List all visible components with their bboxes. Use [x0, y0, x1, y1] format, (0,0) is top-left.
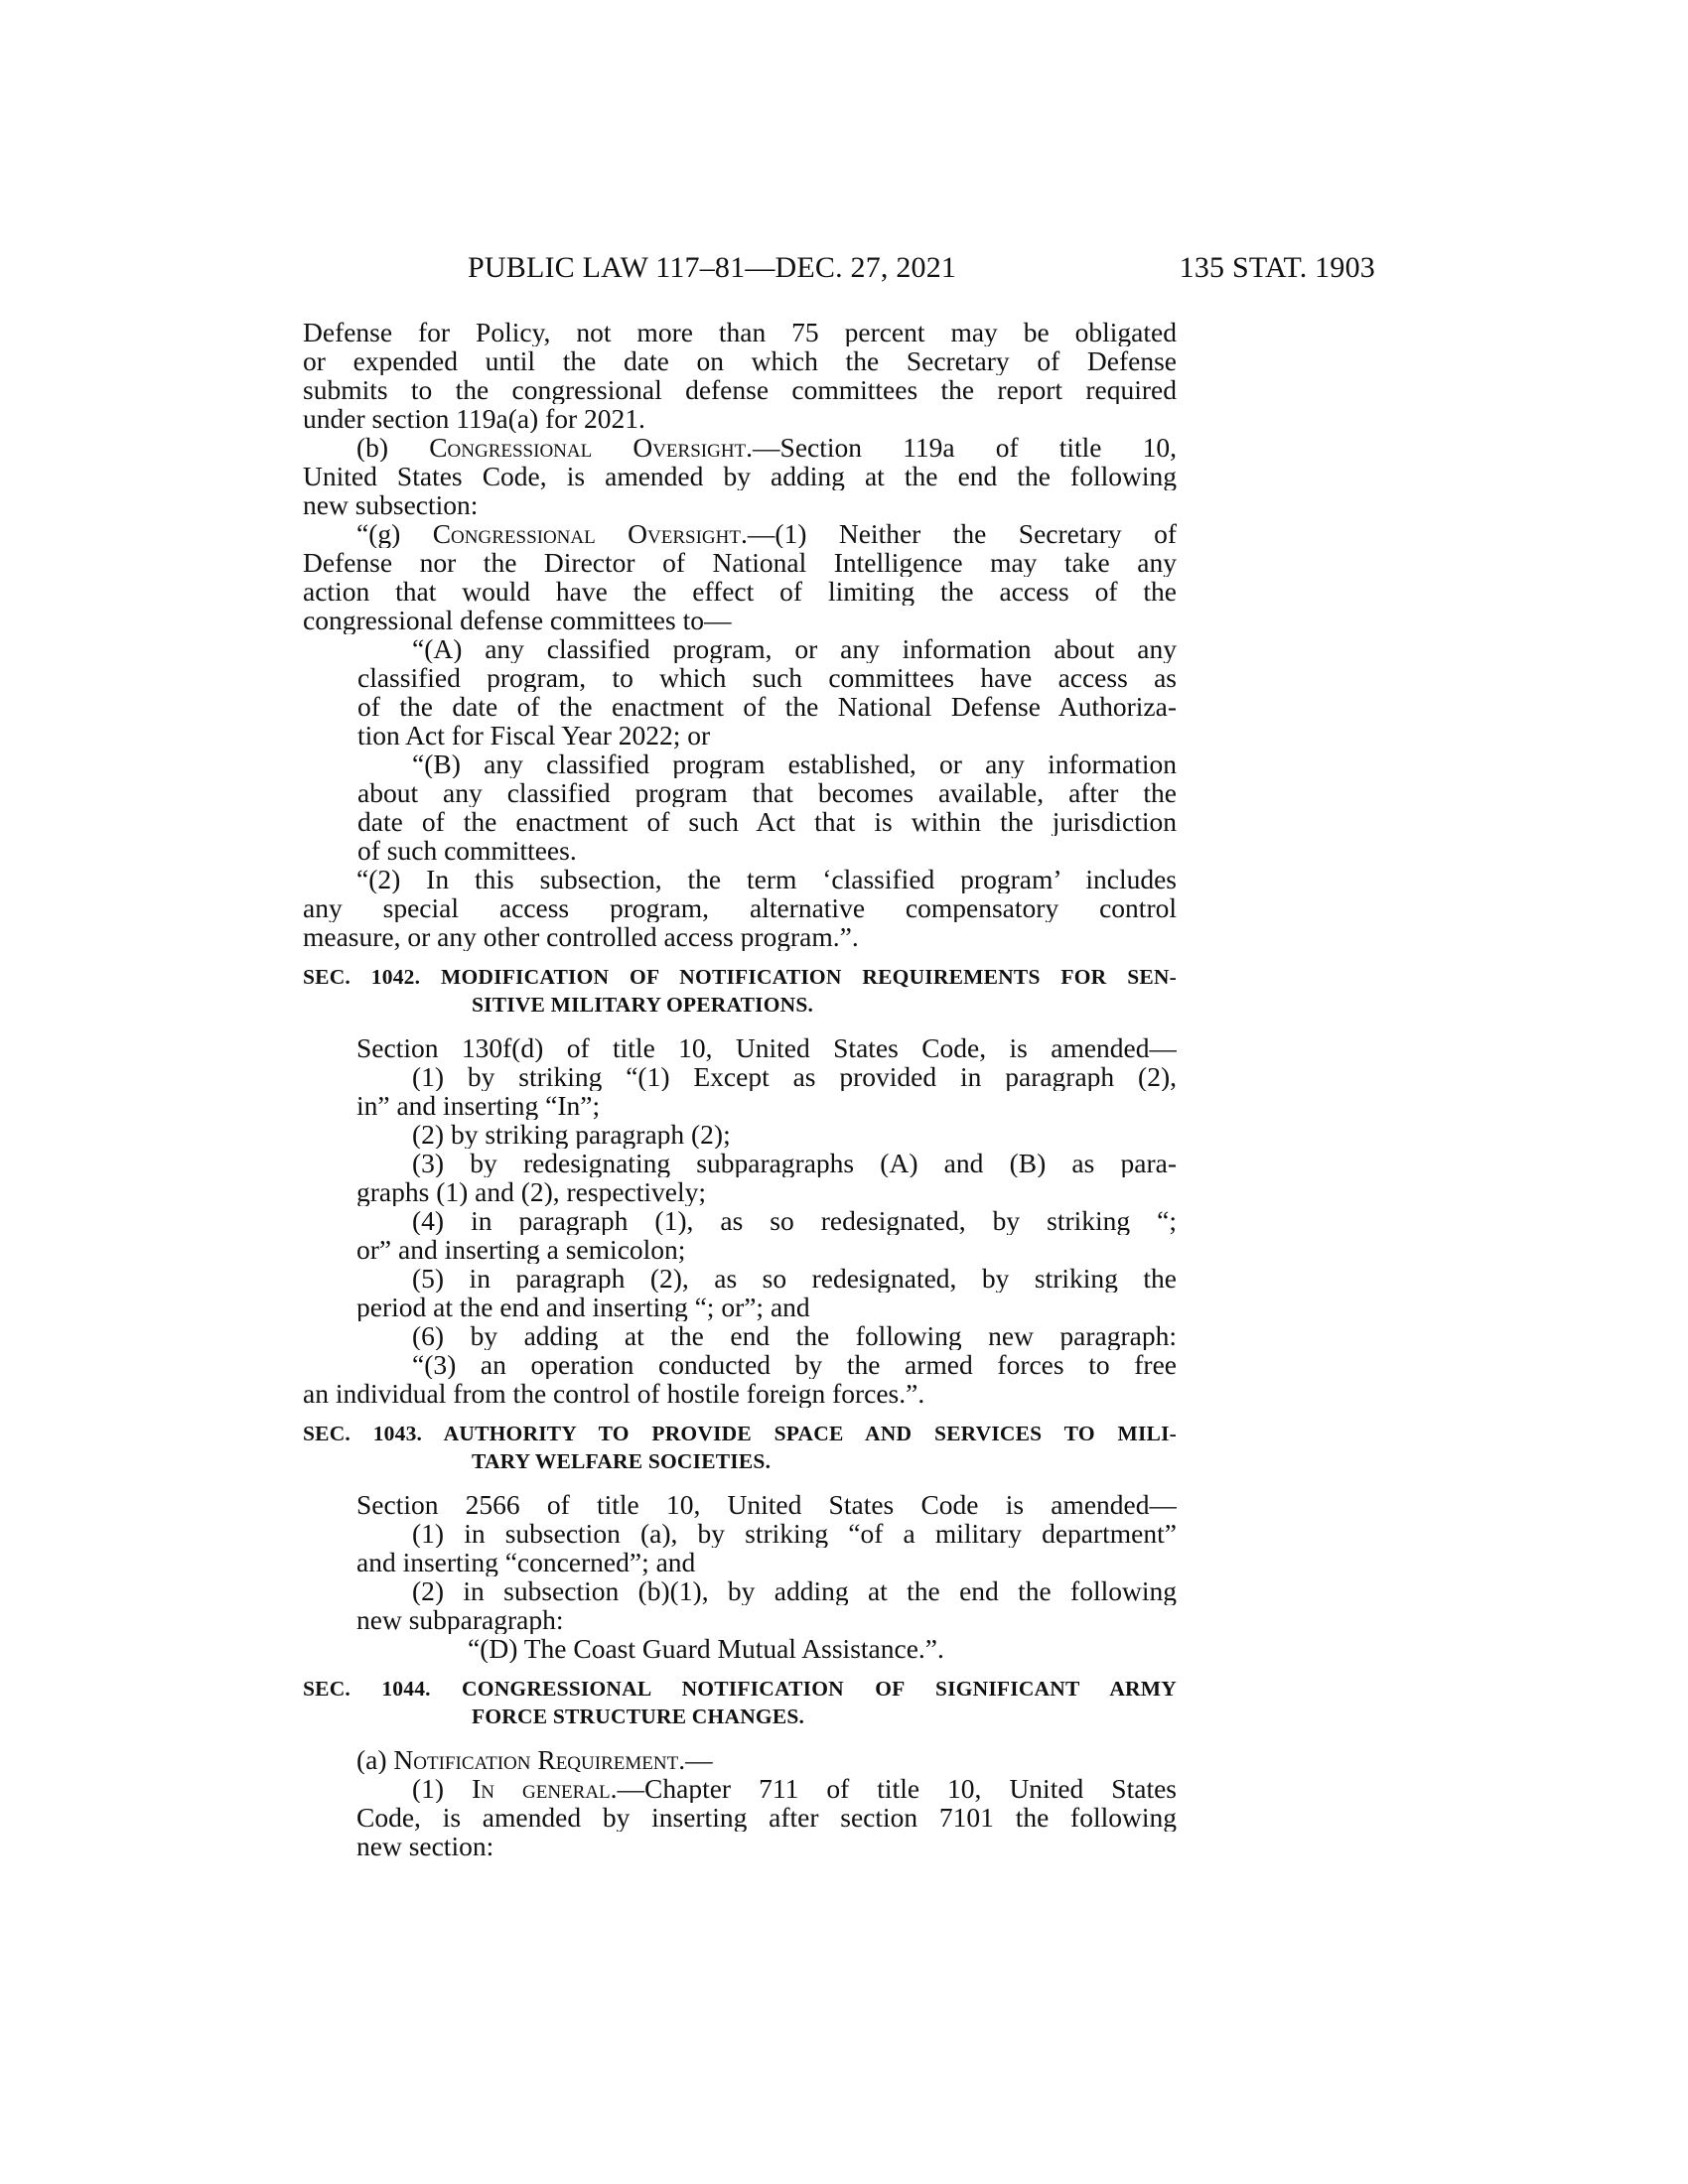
section-heading: TARY WELFARE SOCIETIES.	[472, 1449, 772, 1473]
statute-page-number: 135 STAT. 1903	[1179, 251, 1375, 284]
text-line: date of the enactment of such Act that is within the jurisdiction	[357, 807, 1177, 836]
text-line: Code, is amended by inserting after section 7101 the following	[356, 1803, 1177, 1832]
section-heading: FORCE STRUCTURE CHANGES.	[472, 1705, 805, 1728]
text-line: of the date of the enactment of the National Defense Authoriza-	[357, 692, 1177, 721]
text-line: graphs (1) and (2), respectively;	[356, 1177, 707, 1206]
text-line: and inserting “concerned”; and	[356, 1548, 696, 1576]
text-line: tion Act for Fiscal Year 2022; or	[357, 721, 711, 750]
document-body	[303, 318, 1177, 1860]
text-line: (3) by redesignating subparagraphs (A) and (B) as para-	[412, 1149, 1177, 1177]
text-line: congressional defense committees to—	[303, 606, 732, 634]
text-line: “(2) In this subsection, the term ‘classified program’ includes	[356, 865, 1177, 893]
text-line: (b) Congressional Oversight.—Section 119a of title 10,	[356, 433, 1177, 462]
section-heading: SEC. 1044. CONGRESSIONAL NOTIFICATION OF SIGNIFICANT ARMY	[303, 1677, 1177, 1701]
text-line: under section 119a(a) for 2021.	[303, 404, 645, 433]
section-heading: SITIVE MILITARY OPERATIONS.	[472, 993, 814, 1017]
text-line: submits to the congressional defense committees the report required	[303, 375, 1177, 404]
text-line: (1) by striking “(1) Except as provided in paragraph (2),	[412, 1062, 1177, 1091]
text-line: “(A) any classified program, or any information about any	[412, 634, 1177, 663]
text-line: new section:	[356, 1832, 494, 1860]
text-line: (5) in paragraph (2), as so redesignated, by striking the	[412, 1264, 1177, 1293]
text-line: Defense for Policy, not more than 75 percent may be obligated	[303, 318, 1177, 346]
section-heading: SEC. 1042. MODIFICATION OF NOTIFICATION REQUIREMENTS FOR SEN-	[303, 965, 1177, 989]
text-line: “(B) any classified program established, or any information	[412, 750, 1177, 778]
text-line: United States Code, is amended by adding at the end the following	[303, 462, 1177, 490]
running-header	[303, 251, 1375, 299]
text-line: of such committees.	[357, 836, 577, 865]
text-line: “(D) The Coast Guard Mutual Assistance.”.	[468, 1634, 944, 1663]
text-line: Section 2566 of title 10, United States Code is amended—	[356, 1490, 1177, 1519]
text-line: Section 130f(d) of title 10, United States Code, is amended—	[356, 1033, 1177, 1062]
text-line: period at the end and inserting “; or”; and	[356, 1293, 810, 1321]
text-line: or expended until the date on which the Secretary of Defense	[303, 346, 1177, 375]
public-law-title: PUBLIC LAW 117–81—DEC. 27, 2021	[468, 251, 957, 284]
text-line: Defense nor the Director of National Intelligence may take any	[303, 548, 1177, 577]
text-line: measure, or any other controlled access program.”.	[303, 922, 859, 951]
text-line: “(g) Congressional Oversight.—(1) Neither the Secretary of	[356, 519, 1177, 548]
section-heading: SEC. 1043. AUTHORITY TO PROVIDE SPACE AND SERVICES TO MILI-	[303, 1422, 1177, 1445]
text-line: in” and inserting “In”;	[356, 1091, 601, 1120]
text-line: (1) in subsection (a), by striking “of a military department”	[412, 1519, 1177, 1548]
text-line: (2) by striking paragraph (2);	[412, 1120, 731, 1149]
text-line: new subparagraph:	[356, 1605, 564, 1634]
text-line: (1) In general.—Chapter 711 of title 10, United States	[412, 1774, 1177, 1803]
text-line: (2) in subsection (b)(1), by adding at the end the following	[412, 1576, 1177, 1605]
text-line: “(3) an operation conducted by the armed forces to free	[412, 1350, 1177, 1379]
text-line: any special access program, alternative compensatory control	[303, 893, 1177, 922]
text-line: new subsection:	[303, 490, 479, 519]
text-line: (4) in paragraph (1), as so redesignated, by striking “;	[412, 1206, 1177, 1235]
text-line: (a) Notification Requirement.—	[356, 1745, 713, 1774]
text-line: or” and inserting a semicolon;	[356, 1235, 686, 1264]
text-line: (6) by adding at the end the following new paragraph:	[412, 1321, 1177, 1350]
text-line: an individual from the control of hostile foreign forces.”.	[303, 1379, 925, 1408]
text-line: about any classified program that becomes available, after the	[357, 778, 1177, 807]
text-line: action that would have the effect of limiting the access of the	[303, 577, 1177, 606]
text-line: classified program, to which such committees have access as	[357, 663, 1177, 692]
